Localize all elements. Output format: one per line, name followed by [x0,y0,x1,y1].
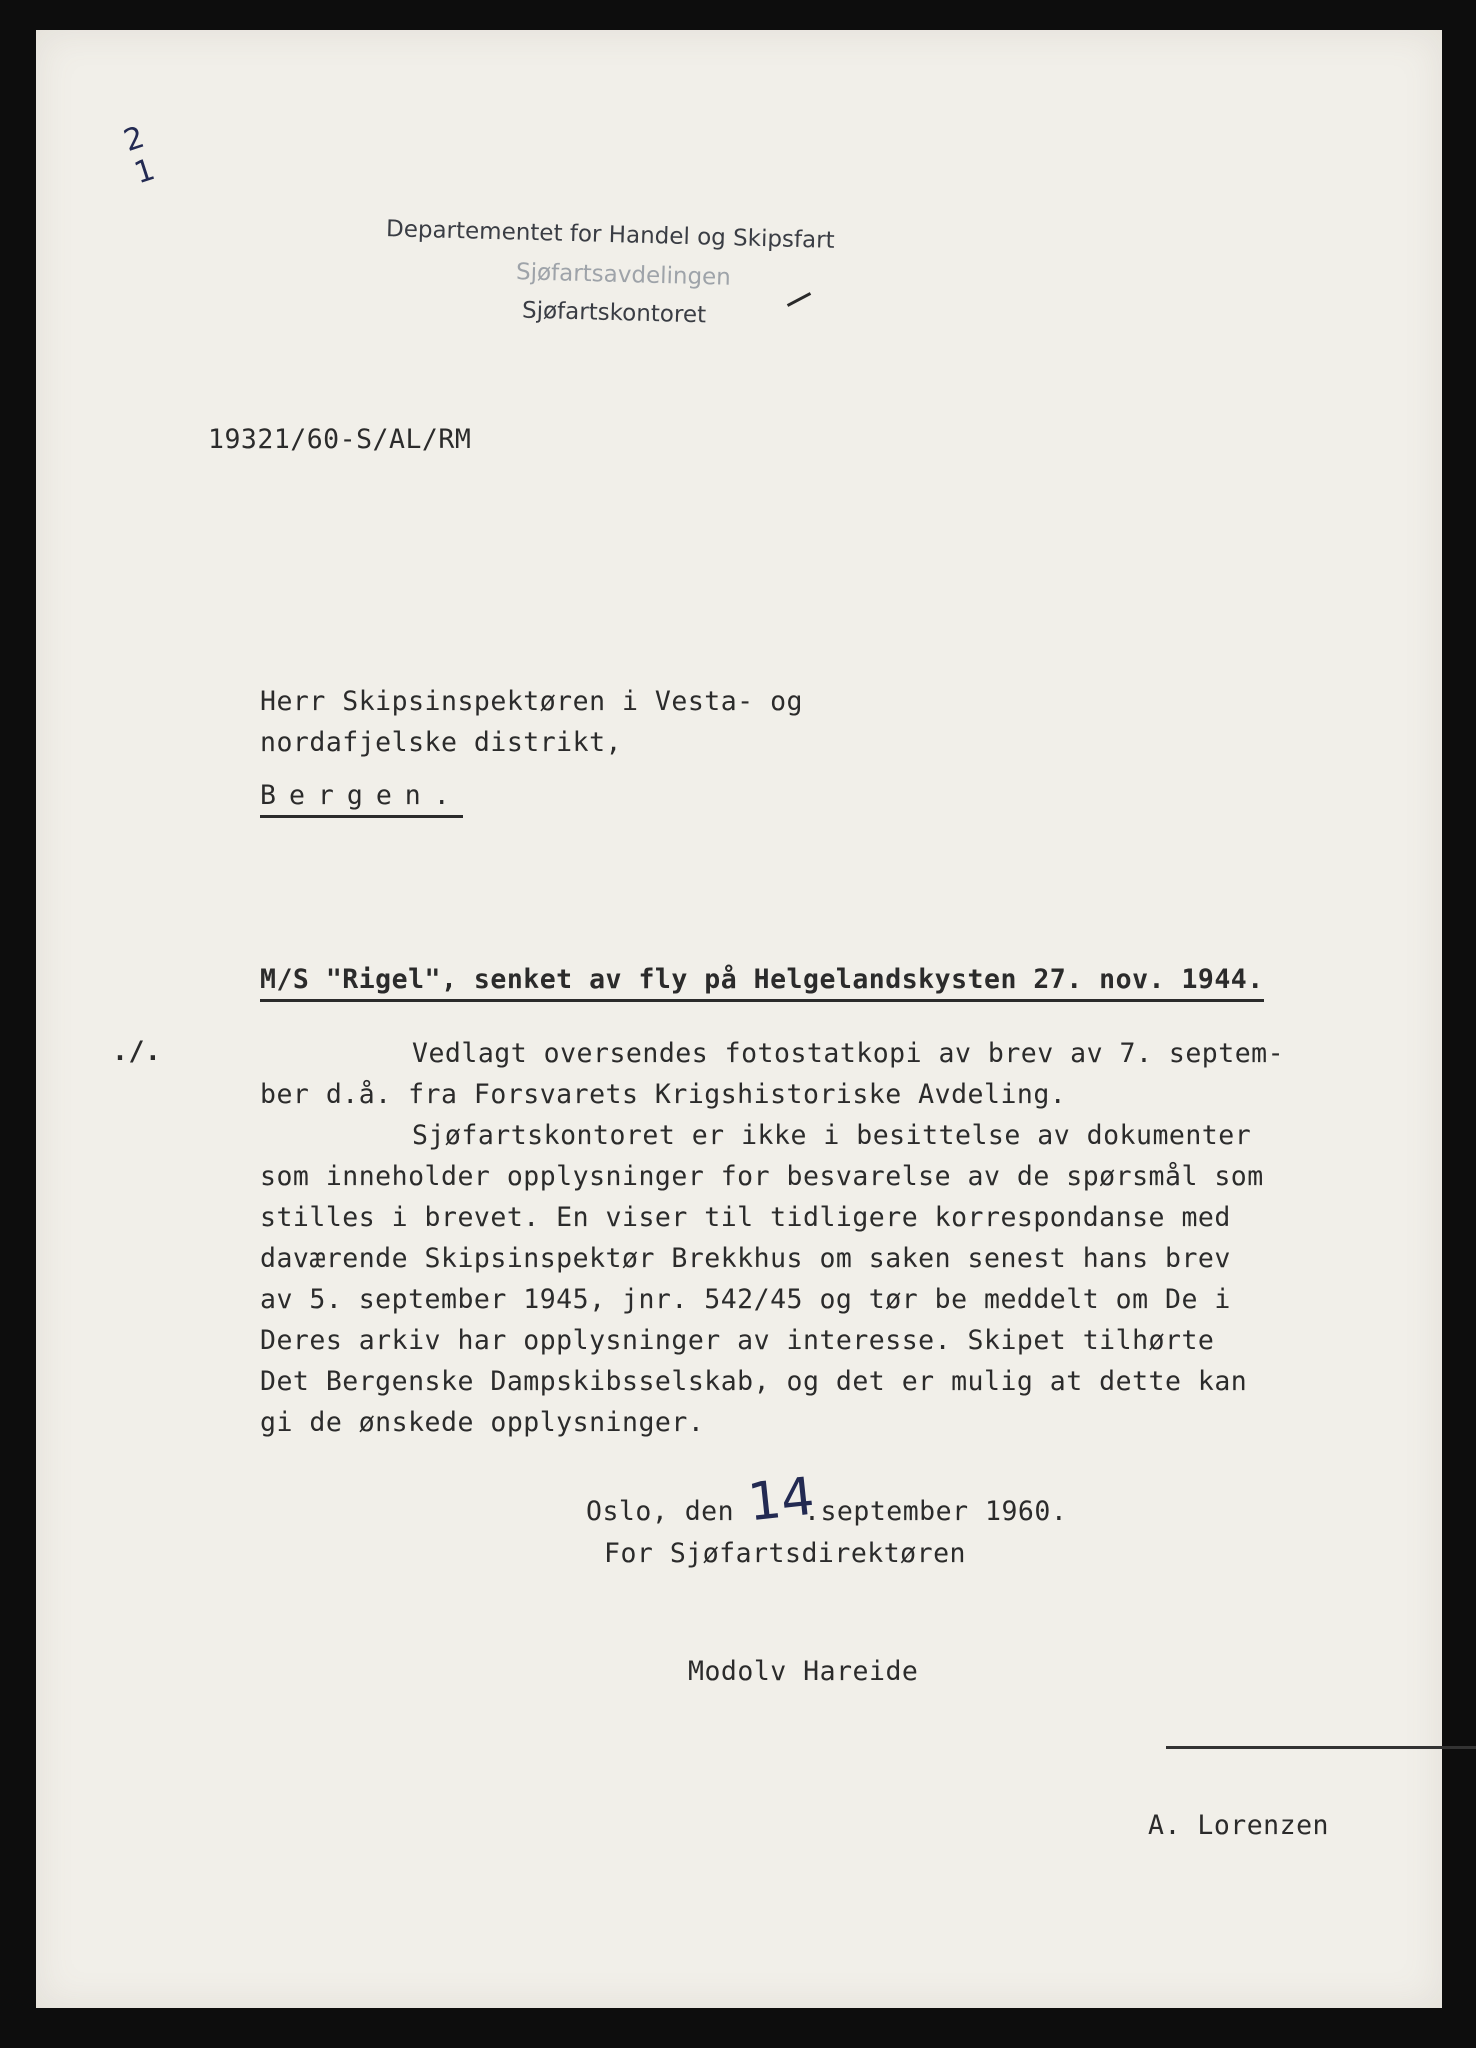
body-line-5: stilles i brevet. En viser til tidligere korrespondanse med [260,1202,1231,1233]
body-line-1: Vedlagt oversendes fotostatkopi av brev av 7. septem- [412,1038,1285,1069]
stamp-line-3: Sjøfartskontoret [521,297,707,329]
signature-line [1166,1746,1476,1749]
body-line-3: Sjøfartskontoret er ikke i besittelse av dokumenter [412,1120,1252,1151]
signatory-name: Modolv Hareide [688,1656,919,1687]
stamp-line-2: Sjøfartsavdelingen [515,259,732,291]
addressee-line-2: nordafjelske distrikt, [260,727,622,758]
body-line-2: ber d.å. fra Forsvarets Krigshistoriske Avdeling. [260,1079,1067,1110]
place-date-suffix: .september 1960. [804,1496,1068,1527]
addressee-city: Bergen. [260,780,463,818]
stamp-tick-mark [787,292,811,307]
addressee-line-1: Herr Skipsinspektøren i Vesta- og [260,686,803,717]
body-line-8: Deres arkiv har opplysninger av interesse. Skipet tilhørte [260,1325,1215,1356]
body-line-4: som inneholder opplysninger for besvarelse av de spørsmål som [260,1161,1264,1192]
place-date-prefix: Oslo, den [586,1496,735,1527]
second-signatory-name: A. Lorenzen [1148,1810,1329,1841]
stamp-line-1: Departementet for Handel og Skipsfart [385,216,835,254]
handwritten-corner-marks: 2 1 [119,119,160,192]
body-line-10: gi de ønskede opplysninger. [260,1407,705,1438]
body-line-6: daværende Skipsinspektør Brekkhus om saken senest hans brev [260,1243,1231,1274]
for-director-line: For Sjøfartsdirektøren [604,1538,966,1569]
handwritten-day: 14 [745,1466,818,1534]
document-page [36,30,1442,2008]
body-line-7: av 5. september 1945, jnr. 542/45 og tør be meddelt om De i [260,1284,1231,1315]
body-line-9: Det Bergenske Dampskibsselskab, og det er mulig at dette kan [260,1366,1248,1397]
reference-number: 19321/60-S/AL/RM [208,424,472,455]
subject-line: M/S "Rigel", senket av fly på Helgelandskysten 27. nov. 1944. [260,964,1264,1002]
enclosure-mark: ./. [112,1036,162,1067]
